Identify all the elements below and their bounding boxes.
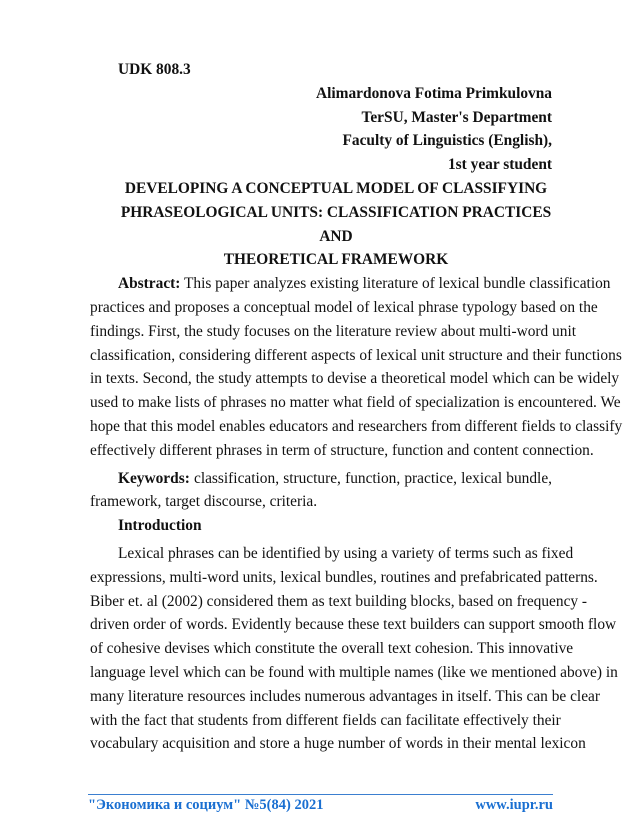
intro-line: driven order of words. Evidently because these text builders can support smooth flow [90,616,617,634]
keywords-line: framework, target discourse, criteria. [90,493,318,511]
author-faculty: Faculty of Linguistics (English), [342,132,552,150]
intro-line: language level which can be found with multiple names (like we mentioned above) in [90,663,618,681]
keywords-label: Keywords: [118,469,190,487]
intro-line: Lexical phrases can be identified by using a variety of terms such as fixed [118,544,574,562]
abstract-line: used to make lists of phrases no matter what field of specialization is encountered. We [90,394,621,412]
intro-line: vocabulary acquisition and store a huge number of words in their mental lexicon [90,735,586,753]
title-line: THEORETICAL FRAMEWORK [223,251,449,269]
author-year: 1st year student [447,156,552,174]
keywords-line [90,467,552,491]
keywords-text: classification, structure, function, practice, lexical bundle, [189,469,552,487]
abstract-line [90,272,611,296]
intro-line: of cohesive devises which constitute the overall text cohesion. This innovative [90,640,574,658]
abstract-line: findings. First, the study focuses on the literature review about multi-word unit [90,322,576,340]
page-footer [88,797,553,814]
introduction-paragraph [90,542,618,756]
author-affiliation: TerSU, Master's Department [361,108,552,126]
intro-line: with the fact that students from different fields can facilitate effectively their [90,711,561,729]
introduction-heading: Introduction [118,517,202,535]
footer-website-link[interactable]: www.iupr.ru [475,797,553,813]
footer-journal: "Экономика и социум" №5(84) 2021 [88,797,324,813]
title-line: PHRASEOLOGICAL UNITS: CLASSIFICATION PRACTICES AND [120,203,552,245]
abstract-line: hope that this model enables educators and researchers from different fields to classify [90,417,623,435]
title-line: DEVELOPING A CONCEPTUAL MODEL OF CLASSIFYING [124,179,548,197]
abstract-text: This paper analyzes existing literature of lexical bundle classification [180,275,611,293]
abstract-label: Abstract: [118,275,181,293]
abstract-line: classification, considering different aspects of lexical unit structure and their functions [90,346,622,364]
footer-divider [88,794,553,795]
abstract [90,272,623,462]
intro-line: expressions, multi-word units, lexical bundles, routines and prefabricated patterns. [90,568,598,586]
abstract-line: effectively different phrases in term of structure, function and content connection. [90,441,594,459]
intro-line: many literature resources includes numerous advantages in itself. This can be clear [90,687,600,705]
intro-line: Biber et. al (2002) considered them as text building blocks, based on frequency - [90,592,588,610]
abstract-line: practices and proposes a conceptual model of lexical phrase typology based on the [90,298,598,316]
abstract-line: in texts. Second, the study attempts to devise a theoretical model which can be widely [90,370,620,388]
keywords [90,467,552,515]
author-name: Alimardonova Fotima Primkulovna [316,84,552,102]
udk-code: UDK 808.3 [118,61,191,78]
page-content [90,58,623,756]
